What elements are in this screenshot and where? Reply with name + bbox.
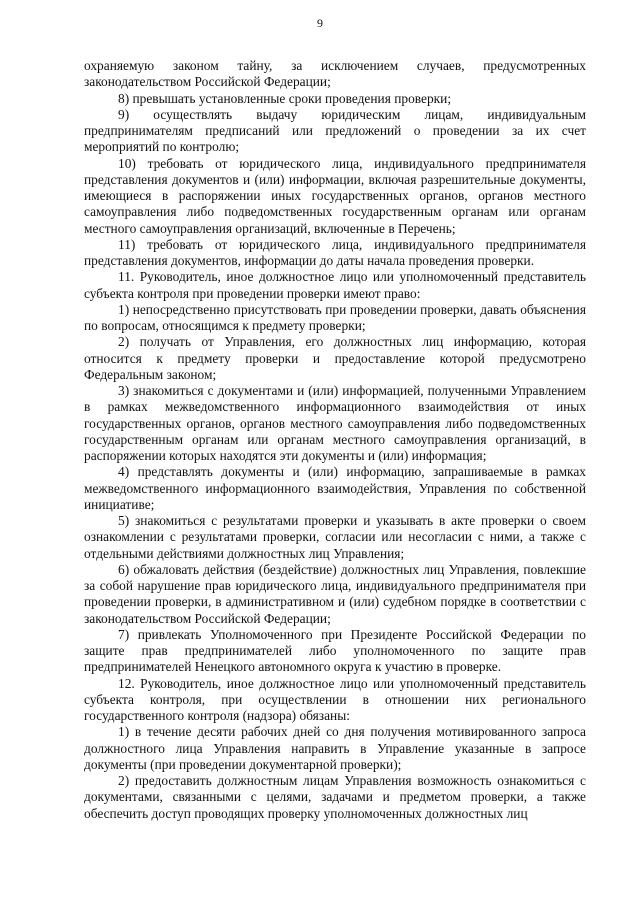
paragraph: 10) требовать от юридического лица, индивидуального предпринимателя представления документов и (или) информации, включая разрешительные документы, имеющиеся в распоряжении иных государственных органов, органов местного самоуправления либо подведомственных государственным органам или органам местного самоуправления организаций, включенные в Перечень;	[84, 155, 586, 236]
paragraph: 6) обжаловать действия (бездействие) должностных лиц Управления, повлекшие за собой нарушение прав юридического лица, индивидуального предпринимателя при проведении проверки, в административном и (или) судебном порядке в соответствии с законодательством Российской Федерации;	[84, 561, 586, 626]
paragraph: 3) знакомиться с документами и (или) информацией, полученными Управлением в рамках межведомственного информационного взаимодействия от иных государственных органов, органов местного самоуправления либо подведомственных государственным органам или органам местного самоуправления организаций, в распоряжении которых находятся эти документы и (или) информация;	[84, 383, 586, 463]
section-heading-paragraph: 12. Руководитель, иное должностное лицо или уполномоченный представитель субъекта контроля, при осуществлении в отношении них регионального государственного контроля (надзора) обязаны:	[84, 675, 586, 723]
paragraph: 2) получать от Управления, его должностных лиц информацию, которая относится к предмету проверки и предоставление которой предусмотрено Федеральным законом;	[84, 334, 586, 382]
document-body	[84, 58, 586, 822]
paragraph: 4) представлять документы и (или) информацию, запрашиваемые в рамках межведомственного информационного взаимодействия, Управления по собственной инициативе;	[84, 464, 586, 512]
paragraph: 1) в течение десяти рабочих дней со дня получения мотивированного запроса должностного лица Управления направить в Управление указанные в запросе документы (при проведении документарной проверки);	[84, 724, 586, 772]
paragraph: охраняемую законом тайну, за исключением случаев, предусмотренных законодательством Российской Федерации;	[84, 58, 586, 90]
paragraph: 7) привлекать Уполномоченного при Президенте Российской Федерации по защите прав предпринимателей либо уполномоченного по защите прав предпринимателей Ненецкого автономного округа к участию в проверке.	[84, 626, 586, 675]
paragraph: 5) знакомиться с результатами проверки и указывать в акте проверки о своем ознакомлении с результатами проверки, согласии или несогласии с ними, а также с отдельными действиями должностных лиц Управления;	[84, 513, 586, 561]
paragraph: 9) осуществлять выдачу юридическим лицам, индивидуальным предпринимателям предписаний или предложений о проведении за их счет мероприятий по контролю;	[84, 106, 586, 155]
paragraph: 11) требовать от юридического лица, индивидуального предпринимателя представления документов, информации до даты начала проведения проверки.	[84, 236, 586, 268]
paragraph: 8) превышать установленные сроки проведения проверки;	[118, 90, 452, 106]
paragraph: 1) непосредственно присутствовать при проведении проверки, давать объяснения по вопросам, относящимся к предмету проверки;	[84, 301, 586, 333]
section-heading-paragraph: 11. Руководитель, иное должностное лицо или уполномоченный представитель субъекта контроля при проведении проверки имеют право:	[84, 269, 586, 301]
page-number: 9	[317, 16, 323, 30]
paragraph: 2) предоставить должностным лицам Управления возможность ознакомиться с документами, связанными с целями, задачами и предметом проверки, а также обеспечить доступ проводящих проверку уполномоченных должностных лиц	[84, 773, 586, 821]
